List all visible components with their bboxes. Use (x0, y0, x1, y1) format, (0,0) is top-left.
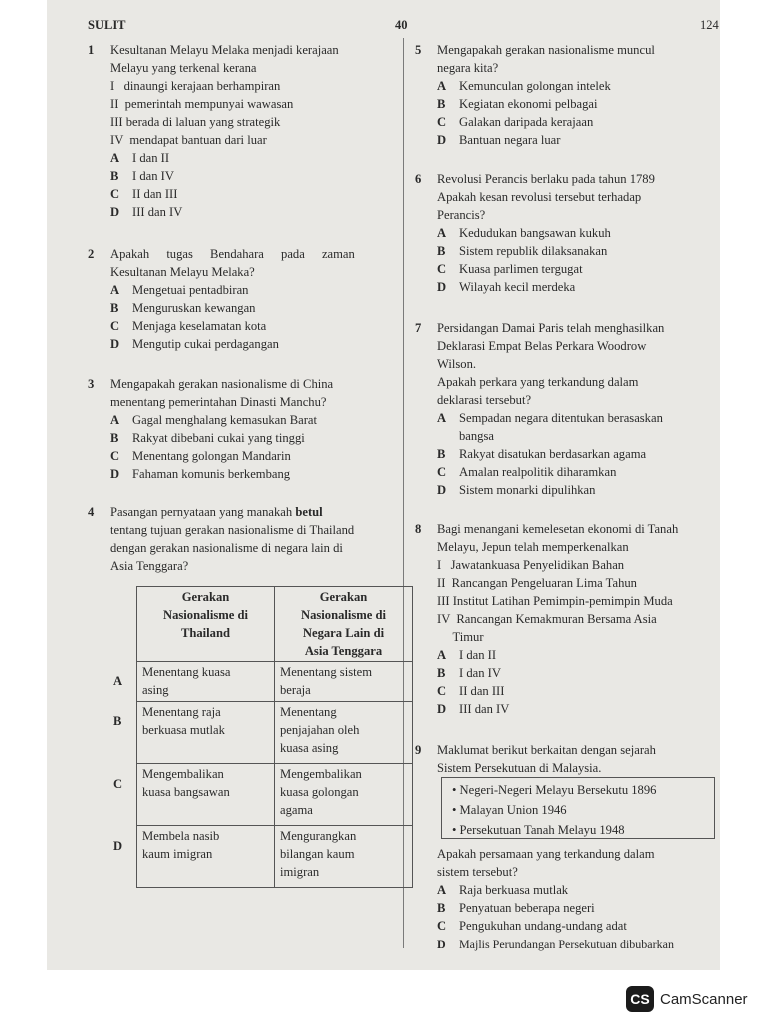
q7-option-a-cont: bangsa (459, 429, 494, 443)
camscanner-watermark (626, 986, 748, 1012)
q9-option-d[interactable]: D Majlis Perundangan Persekutuan dibubarkan (437, 937, 674, 951)
q6-stem-1: Revolusi Perancis berlaku pada tahun 1789 (437, 172, 655, 186)
q8-stem-1: Bagi menangani kemelesetan ekonomi di Tanah (437, 522, 679, 536)
q9-info-box (441, 777, 715, 839)
q9-stem2-1: Apakah persamaan yang terkandung dalam (437, 847, 655, 861)
q5-stem-1: Mengapakah gerakan nasionalisme muncul (437, 43, 655, 57)
q7-stem-1: Persidangan Damai Paris telah menghasilkan (437, 321, 665, 335)
q8-item: IV Rancangan Kemakmuran Bersama Asia (437, 612, 657, 626)
q6-option-c[interactable]: C Kuasa parlimen tergugat (437, 262, 583, 276)
q3-stem-2: menentang pemerintahan Dinasti Manchu? (110, 395, 327, 409)
question-9-part-2 (437, 845, 715, 953)
q6-option-a[interactable]: A Kedudukan bangsawan kukuh (437, 226, 611, 240)
q8-item: III Institut Latihan Pemimpin-pemimpin Muda (437, 594, 673, 608)
question-2: 2 Apakah tugas Bendahara pada zaman Kesultanan Melayu Melaka? A Mengetuai pentadbiran B Menguruskan kewangan C Menjaga keselamatan kota D Mengutip cukai perdagangan (110, 245, 393, 353)
q3-option-c[interactable]: C Menentang golongan Mandarin (110, 449, 291, 463)
header-sulit: SULIT (88, 18, 126, 32)
q6-stem-3: Perancis? (437, 208, 486, 222)
header-code: 124 (700, 18, 719, 32)
q1-option-d[interactable]: D III dan IV (110, 205, 183, 219)
table-row: Menentang raja berkuasa mutlak Menentang penjajahan oleh kuasa asing (137, 702, 413, 764)
q1-item: III berada di laluan yang strategik (110, 115, 281, 129)
q5-option-a[interactable]: A Kemunculan golongan intelek (437, 79, 611, 93)
table-header-asia-tenggara: Gerakan Nasionalisme di Negara Lain di Asia Tenggara (275, 587, 413, 662)
q7-option-a[interactable]: A Sempadan negara ditentukan berasaskan (437, 411, 663, 425)
q2-option-c[interactable]: C Menjaga keselamatan kota (110, 319, 267, 333)
q1-option-c[interactable]: C II dan III (110, 187, 178, 201)
q8-stem-2: Melayu, Jepun telah memperkenalkan (437, 540, 629, 554)
q4-stem-4: Asia Tenggara? (110, 559, 189, 573)
q7-stem-5: deklarasi tersebut? (437, 393, 532, 407)
q3-stem-1: Mengapakah gerakan nasionalisme di China (110, 377, 334, 391)
q9-stem-2: Sistem Persekutuan di Malaysia. (437, 761, 602, 775)
q5-option-c[interactable]: C Galakan daripada kerajaan (437, 115, 594, 129)
q5-stem-2: negara kita? (437, 61, 499, 75)
question-6: 6 Revolusi Perancis berlaku pada tahun 1789 Apakah kesan revolusi tersebut terhadap Perancis? A Kedudukan bangsawan kukuh B Sistem republik dilaksanakan C Kuasa parlimen tergugat D Wilayah kecil merdeka (437, 170, 715, 296)
q4-option-b[interactable]: B (113, 714, 122, 728)
question-5: 5 Mengapakah gerakan nasionalisme muncul negara kita? A Kemunculan golongan intelek B Kegiatan ekonomi pelbagai C Galakan daripada kerajaan D Bantuan negara luar (437, 41, 715, 149)
camscanner-logo-icon: CS (626, 986, 654, 1012)
page-number: 40 (395, 18, 408, 32)
table-row: Mengembalikan kuasa bangsawan Mengembalikan kuasa golongan agama (137, 764, 413, 826)
q7-option-c[interactable]: C Amalan realpolitik diharamkan (437, 465, 617, 479)
q8-item: II Rancangan Pengeluaran Lima Tahun (437, 576, 637, 590)
question-9: 9 Maklumat berikut berkaitan dengan sejarah Sistem Persekutuan di Malaysia. (437, 741, 715, 777)
q4-table (136, 586, 413, 888)
q2-stem-1: Apakah tugas Bendahara pada zaman (110, 247, 355, 261)
question-4: 4 Pasangan pernyataan yang manakah betul tentang tujuan gerakan nasionalisme di Thailand dengan gerakan nasionalisme di negara lain di Asia Tenggara? (110, 503, 400, 575)
q9-option-b[interactable]: B Penyatuan beberapa negeri (437, 901, 595, 915)
q9-stem2-2: sistem tersebut? (437, 865, 518, 879)
q1-stem-2: Melayu yang terkenal kerana (110, 61, 257, 75)
q8-option-a[interactable]: A I dan II (437, 648, 497, 662)
q7-option-d[interactable]: D Sistem monarki dipulihkan (437, 483, 596, 497)
q9-option-c[interactable]: C Pengukuhan undang-undang adat (437, 919, 627, 933)
question-8: 8 Bagi menangani kemelesetan ekonomi di Tanah Melayu, Jepun telah memperkenalkan I Jawatankuasa Penyelidikan Bahan II Rancangan Pengeluaran Lima Tahun III Institut Latihan Pemimpin-pemimpin Muda IV Rancangan Kemakmuran Bersama Asia Timur A I dan II B I dan IV C II dan III D III dan IV (437, 520, 715, 718)
q7-stem-2: Deklarasi Empat Belas Perkara Woodrow (437, 339, 647, 353)
table-row: Membela nasib kaum imigran Mengurangkan bilangan kaum imigran (137, 826, 413, 888)
q9-stem-1: Maklumat berikut berkaitan dengan sejarah (437, 743, 656, 757)
question-3: 3 Mengapakah gerakan nasionalisme di China menentang pemerintahan Dinasti Manchu? A Gagal menghalang kemasukan Barat B Rakyat dibebani cukai yang tinggi C Menentang golongan Mandarin D Fahaman komunis berkembang (110, 375, 393, 483)
q5-option-d[interactable]: D Bantuan negara luar (437, 133, 561, 147)
q1-option-b[interactable]: B I dan IV (110, 169, 174, 183)
question-1: 1 Kesultanan Melayu Melaka menjadi kerajaan Melayu yang terkenal kerana I dinaungi kerajaan berhampiran II pemerintah mempunyai wawasan III berada di laluan yang strategik IV mendapat bantuan dari luar A I dan II B I dan IV C II dan III D III dan IV (110, 41, 393, 221)
q4-option-d[interactable]: D (113, 839, 123, 853)
q2-option-d[interactable]: D Mengutip cukai perdagangan (110, 337, 279, 351)
camscanner-label: CamScanner (660, 990, 748, 1008)
q8-item: I Jawatankuasa Penyelidikan Bahan (437, 558, 625, 572)
q9-box-item: • Negeri-Negeri Melayu Bersekutu 1896 (452, 783, 657, 797)
q9-box-item: • Malayan Union 1946 (452, 803, 567, 817)
table-header-row (137, 587, 413, 662)
q7-stem-3: Wilson. (437, 357, 477, 371)
q7-stem-4: Apakah perkara yang terkandung dalam (437, 375, 639, 389)
table-header-thailand: Gerakan Nasionalisme di Thailand (137, 587, 275, 662)
q1-item: II pemerintah mempunyai wawasan (110, 97, 294, 111)
q3-option-d[interactable]: D Fahaman komunis berkembang (110, 467, 291, 481)
q1-stem-1: Kesultanan Melayu Melaka menjadi kerajaan (110, 43, 339, 57)
q6-option-d[interactable]: D Wilayah kecil merdeka (437, 280, 576, 294)
q8-option-b[interactable]: B I dan IV (437, 666, 501, 680)
q4-option-a[interactable]: A (113, 674, 123, 688)
q8-option-d[interactable]: D III dan IV (437, 702, 510, 716)
q4-option-c[interactable]: C (113, 777, 123, 791)
q2-option-a[interactable]: A Mengetuai pentadbiran (110, 283, 249, 297)
q5-option-b[interactable]: B Kegiatan ekonomi pelbagai (437, 97, 598, 111)
q8-item: Timur (437, 630, 484, 644)
q7-option-b[interactable]: B Rakyat disatukan berdasarkan agama (437, 447, 647, 461)
q4-stem-1: Pasangan pernyataan yang manakah betul (110, 505, 323, 519)
q2-option-b[interactable]: B Menguruskan kewangan (110, 301, 256, 315)
table-row: Menentang kuasa asing Menentang sistem beraja (137, 662, 413, 702)
q8-option-c[interactable]: C II dan III (437, 684, 505, 698)
question-7: 7 Persidangan Damai Paris telah menghasilkan Deklarasi Empat Belas Perkara Woodrow Wilson. Apakah perkara yang terkandung dalam deklarasi tersebut? A Sempadan negara ditentukan berasaskan bangsa B Rakyat disatukan berdasarkan agama C Amalan realpolitik diharamkan D Sistem monarki dipulihkan (437, 319, 715, 499)
q3-option-b[interactable]: B Rakyat dibebani cukai yang tinggi (110, 431, 305, 445)
q9-option-a[interactable]: A Raja berkuasa mutlak (437, 883, 569, 897)
q4-stem-2: tentang tujuan gerakan nasionalisme di Thailand (110, 523, 355, 537)
q6-stem-2: Apakah kesan revolusi tersebut terhadap (437, 190, 642, 204)
q1-item: I dinaungi kerajaan berhampiran (110, 79, 281, 93)
q4-stem-3: dengan gerakan nasionalisme di negara lain di (110, 541, 343, 555)
q1-option-a[interactable]: A I dan II (110, 151, 170, 165)
q6-option-b[interactable]: B Sistem republik dilaksanakan (437, 244, 608, 258)
q2-stem-2: Kesultanan Melayu Melaka? (110, 265, 255, 279)
q1-item: IV mendapat bantuan dari luar (110, 133, 267, 147)
q9-box-item: • Persekutuan Tanah Melayu 1948 (452, 823, 625, 837)
q3-option-a[interactable]: A Gagal menghalang kemasukan Barat (110, 413, 317, 427)
